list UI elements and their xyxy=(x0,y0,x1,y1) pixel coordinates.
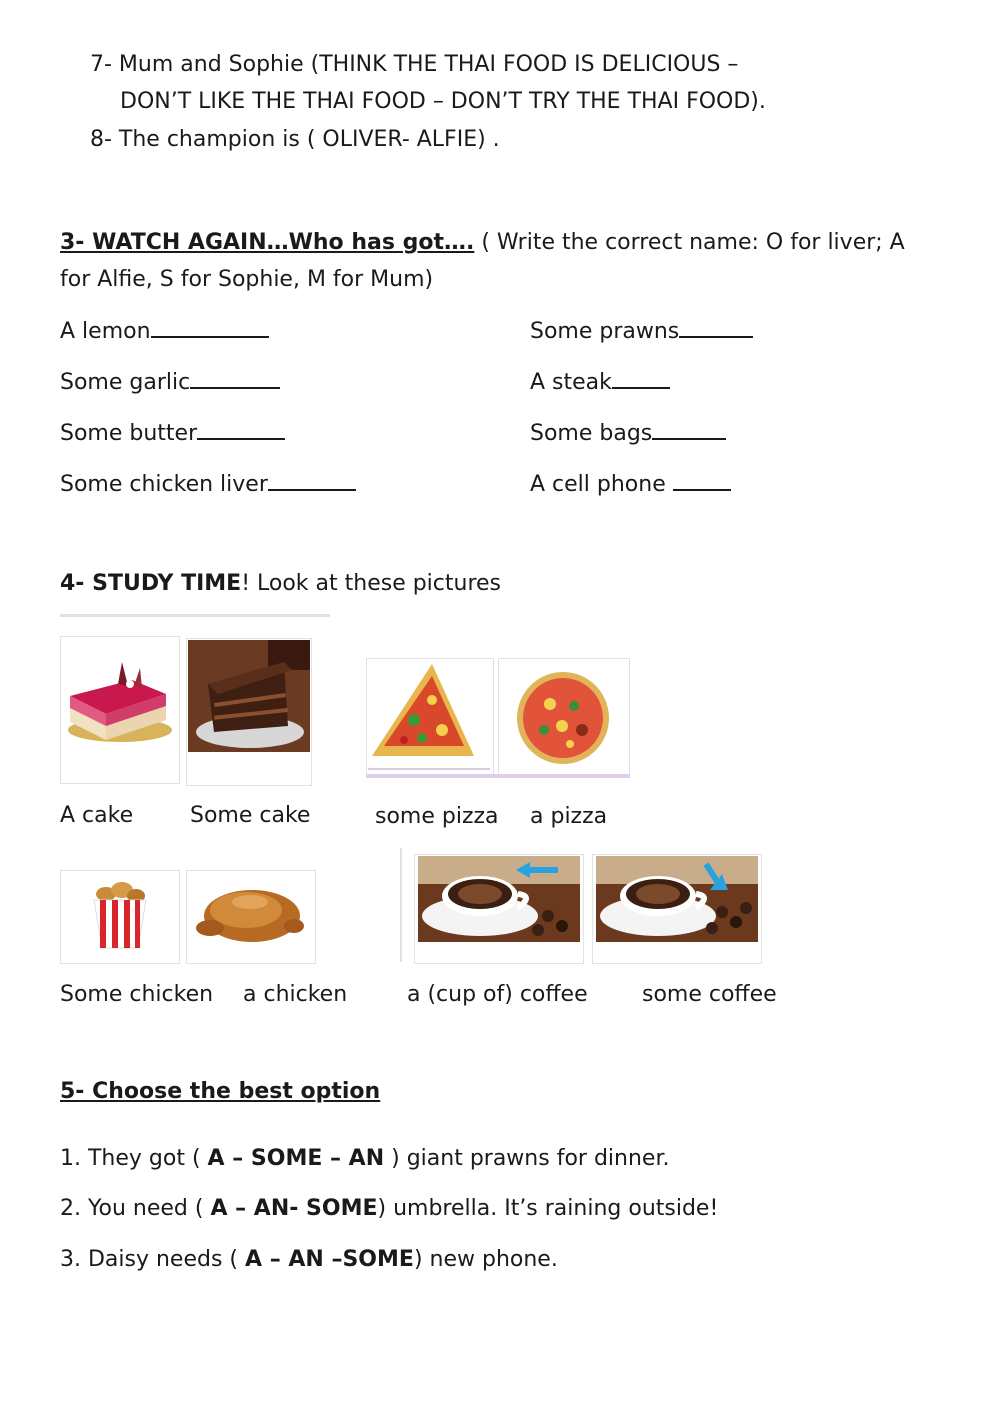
answer-blank[interactable] xyxy=(679,318,753,338)
section-4-heading: 4- STUDY TIME xyxy=(60,571,242,596)
whole-cake-image xyxy=(62,648,174,748)
answer-blank[interactable] xyxy=(612,369,670,389)
answer-row-butter xyxy=(60,420,285,446)
coffee-cup-image xyxy=(418,856,580,942)
caption-a-cake: A cake xyxy=(60,803,134,828)
roast-chicken-image xyxy=(190,876,310,948)
chicken-bucket-image xyxy=(80,878,160,952)
section-5-heading: 5- Choose the best option xyxy=(60,1079,381,1104)
question-1 xyxy=(60,1146,669,1171)
caption-some-cake: Some cake xyxy=(190,803,311,828)
answer-blank[interactable] xyxy=(673,471,731,491)
question-text: ) new phone. xyxy=(413,1247,558,1272)
coffee-beans-image xyxy=(596,856,758,942)
item-7-line-2: DON’T LIKE THE THAI FOOD – DON’T TRY THE THAI FOOD). xyxy=(120,89,766,114)
item-label: A steak xyxy=(530,370,612,395)
answer-row-lemon xyxy=(60,318,269,344)
item-label: A lemon xyxy=(60,319,151,344)
answer-row-garlic xyxy=(60,369,280,395)
item-label: Some chicken liver xyxy=(60,472,268,497)
question-options[interactable]: A – AN –SOME xyxy=(245,1247,414,1272)
section-4-instruction: ! Look at these pictures xyxy=(241,571,502,596)
caption-a-chicken: a chicken xyxy=(243,982,348,1007)
cake-slice-image xyxy=(188,640,310,752)
item-8: 8- The champion is ( OLIVER- ALFIE) . xyxy=(90,127,500,152)
question-text: 1. They got ( xyxy=(60,1146,208,1171)
pizza-slice-image xyxy=(368,660,490,770)
item-label: Some prawns xyxy=(530,319,680,344)
answer-blank[interactable] xyxy=(151,318,269,338)
section-3-heading-line xyxy=(60,230,905,255)
section-3-heading: 3- WATCH AGAIN…Who has got…. xyxy=(60,230,475,255)
question-text: ) umbrella. It’s raining outside! xyxy=(377,1196,719,1221)
question-text: ) giant prawns for dinner. xyxy=(384,1146,670,1171)
question-3 xyxy=(60,1247,558,1272)
divider xyxy=(366,774,630,778)
section-3-instruction: ( Write the correct name: O for liver; A xyxy=(474,230,905,255)
item-label: A cell phone xyxy=(530,472,673,497)
item-label: Some garlic xyxy=(60,370,191,395)
answer-row-chicken-liver xyxy=(60,471,356,497)
caption-some-coffee: some coffee xyxy=(642,982,777,1007)
question-text: 2. You need ( xyxy=(60,1196,211,1221)
answer-blank[interactable] xyxy=(652,420,726,440)
answer-row-bags xyxy=(530,420,726,446)
section-3-instruction-cont: for Alfie, S for Sophie, M for Mum) xyxy=(60,267,434,292)
answer-blank[interactable] xyxy=(190,369,280,389)
answer-row-steak xyxy=(530,369,670,395)
divider xyxy=(400,848,402,962)
caption-some-pizza: some pizza xyxy=(375,804,499,829)
item-7-line-1: 7- Mum and Sophie (THINK THE THAI FOOD IS DELICIOUS – xyxy=(90,52,739,77)
caption-a-pizza: a pizza xyxy=(530,804,608,829)
section-4-heading-line xyxy=(60,571,501,596)
answer-blank[interactable] xyxy=(268,471,356,491)
question-2 xyxy=(60,1196,718,1221)
caption-cup-of-coffee: a (cup of) coffee xyxy=(407,982,588,1007)
answer-row-prawns xyxy=(530,318,753,344)
divider xyxy=(60,614,330,617)
question-options[interactable]: A – SOME – AN xyxy=(207,1146,385,1171)
item-label: Some bags xyxy=(530,421,653,446)
whole-pizza-image xyxy=(500,660,626,770)
item-label: Some butter xyxy=(60,421,198,446)
caption-some-chicken: Some chicken xyxy=(60,982,214,1007)
question-options[interactable]: A – AN- SOME xyxy=(210,1196,378,1221)
answer-blank[interactable] xyxy=(197,420,285,440)
answer-row-cell-phone xyxy=(530,471,731,497)
question-text: 3. Daisy needs ( xyxy=(60,1247,246,1272)
